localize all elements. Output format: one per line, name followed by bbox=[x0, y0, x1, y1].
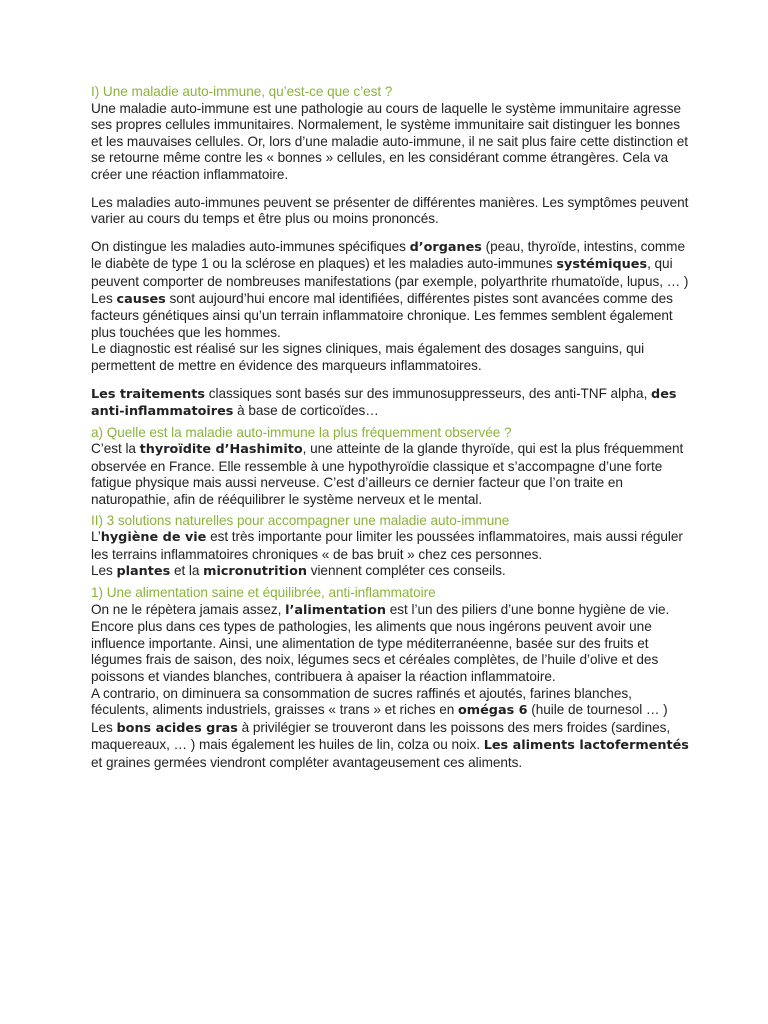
text: C’est la bbox=[91, 441, 140, 457]
text: à privilégier se trouveront dans les poissons des mers froides (sardines, maquereaux, … ) mais également les huiles de lin, colza ou noix. bbox=[91, 719, 671, 753]
text: et la bbox=[170, 563, 204, 579]
paragraph-contrario bbox=[91, 686, 691, 772]
bold-text: systémiques bbox=[556, 257, 648, 273]
bold-text: thyroïdite d’Hashimito bbox=[139, 442, 303, 458]
paragraph-alimentation bbox=[91, 602, 691, 686]
article bbox=[91, 84, 691, 772]
text: (huile de tournesol … ) Les bbox=[91, 702, 668, 735]
text: L’ bbox=[91, 529, 101, 545]
bold-text: omégas 6 bbox=[457, 703, 528, 719]
text: est très importante pour limiter les poussées inflammatoires, mais aussi réguler les terrains inflammatoires chroniques « de bas bruit » chez ces personnes. bbox=[91, 529, 683, 562]
section-heading-1-alimentation: 1) Une alimentation saine et équilibrée, anti-inflammatoire bbox=[91, 585, 436, 601]
text: Les bbox=[91, 290, 117, 306]
text: est l’un des piliers d’une bonne hygiène de vie. Encore plus dans ces types de pathologies, les aliments que nous ingérons peuvent avoir une influence importante. Ainsi, une alimentation de type méditerranéenne, basée sur des fruits et légumes frais de saison, des noix, légumes secs et céréales complètes, de l’huile d’olive et des poissons et viandes blanches, contribuera à apaiser la réaction inflammatoire. bbox=[91, 601, 670, 684]
text: , qui peuvent comporter de nombreuses manifestations (par exemple, polyarthrite rhumatoïde, lupus, … ) bbox=[91, 256, 689, 289]
text: classiques sont basés sur des immunosuppresseurs, des anti-TNF alpha, bbox=[205, 385, 652, 401]
paragraph-causes bbox=[91, 291, 691, 342]
bold-text: causes bbox=[116, 291, 166, 307]
text: , une atteinte de la glande thyroïde, qui est la plus fréquemment observée en France. Elle ressemble à une hypothyroïdie classique et s’accompagne d’une forte fatigue physique mais aussi nerveuse. C’est d’ailleurs ce dernier facteur que l’on traite en naturopathie, afin de rééquilibrer le système nerveux et le mental. bbox=[91, 441, 684, 508]
section-heading-a: a) Quelle est la maladie auto-immune la plus fréquemment observée ? bbox=[91, 424, 512, 440]
bold-text: l’alimentation bbox=[285, 602, 387, 618]
text: On ne le répètera jamais assez, bbox=[91, 601, 286, 617]
paragraph-hygiene bbox=[91, 529, 691, 563]
section-heading-2: II) 3 solutions naturelles pour accompagner une maladie auto-immune bbox=[91, 512, 510, 528]
bold-text: bons acides gras bbox=[116, 720, 238, 736]
paragraph-manifestations: Les maladies auto-immunes peuvent se présenter de différentes manières. Les symptômes peuvent varier au cours du temps et être plus ou moins prononcés. bbox=[91, 194, 689, 227]
paragraph-plants bbox=[91, 563, 691, 581]
bold-text: plantes bbox=[116, 564, 171, 580]
bold-text: Les aliments lactofermentés bbox=[483, 738, 689, 754]
paragraph-types bbox=[91, 239, 691, 291]
section-heading-1: I) Une maladie auto-immune, qu’est-ce que c’est ? bbox=[91, 84, 393, 99]
text: à base de corticoïdes… bbox=[233, 403, 379, 419]
paragraph-treatments bbox=[91, 386, 691, 421]
bold-text: Les traitements bbox=[91, 386, 206, 402]
bold-text: micronutrition bbox=[203, 564, 307, 580]
text: A contrario, on diminuera sa consommation de sucres raffinés et ajoutés, farines blanches, féculents, aliments industriels, graisses « trans » et riches en bbox=[91, 685, 632, 718]
paragraph-definition: Une maladie auto-immune est une pathologie au cours de laquelle le système immunitaire agresse ses propres cellules immunitaires. Normalement, le système immunitaire sait distinguer les bonnes et les mauvaises cellules. Or, lors d’une maladie auto-immune, il ne sait plus faire cette distinction et se retourne même contre les « bonnes » cellules, en les considérant comme étrangères. Cela va créer une réaction inflammatoire. bbox=[91, 100, 688, 182]
text: On distingue les maladies auto-immunes spécifiques bbox=[91, 238, 410, 254]
text: (peau, thyroïde, intestins, comme le diabète de type 1 ou la sclérose en plaques) et les maladies auto-immunes bbox=[91, 238, 685, 272]
bold-text: hygiène de vie bbox=[100, 530, 207, 546]
bold-text: des anti-inflammatoires bbox=[91, 386, 677, 420]
text: Les bbox=[91, 563, 117, 579]
text: et graines germées viendront compléter avantageusement ces aliments. bbox=[91, 754, 523, 770]
paragraph-diagnostic: Le diagnostic est réalisé sur les signes cliniques, mais également des dosages sanguins, qui permettent de mettre en évidence des marqueurs inflammatoires. bbox=[91, 341, 645, 373]
text: sont aujourd’hui encore mal identifiées, différentes pistes sont avancées comme des facteurs génétiques ainsi qu’un terrain inflammatoire chronique. Les femmes semblent également plus touchées que les hommes. bbox=[91, 290, 673, 340]
bold-text: d’organes bbox=[409, 239, 482, 255]
text: viennent compléter ces conseils. bbox=[306, 563, 506, 579]
paragraph-hashimoto bbox=[91, 441, 691, 508]
